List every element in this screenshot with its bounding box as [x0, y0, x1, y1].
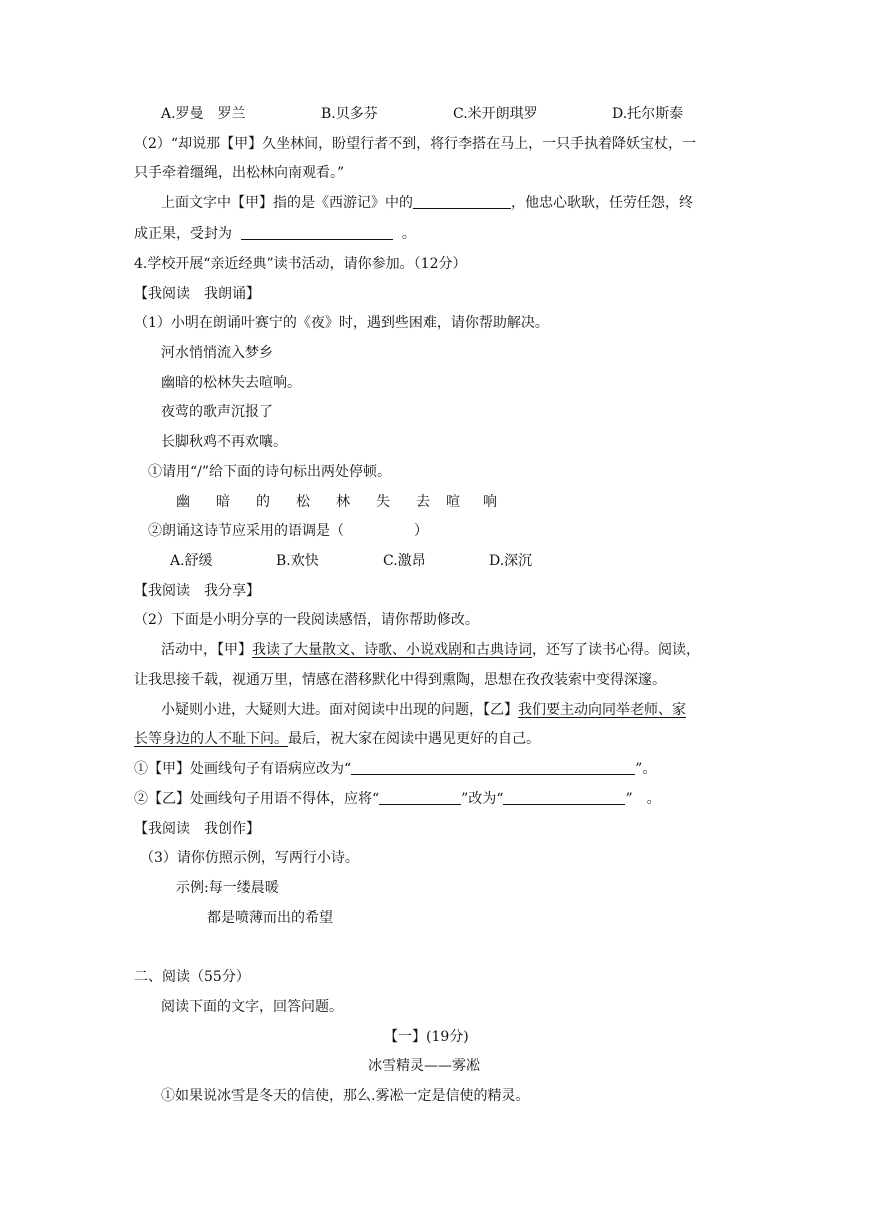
tone-option-d: D.深沉 — [489, 553, 533, 569]
pause-char-6: 失 — [376, 494, 390, 510]
option-b: B.贝多芬 — [321, 106, 378, 122]
q4-3-prompt: （3）请你仿照示例，写两行小诗。 — [140, 850, 359, 866]
answer-blank-yi-from[interactable] — [379, 790, 461, 805]
q3-2-line4-a: 成正果，受封为 — [134, 226, 232, 242]
article-title: 冰雪精灵——雾凇 — [368, 1058, 480, 1074]
q4-1-prompt: （1）小明在朗诵叶赛宁的《夜》时，遇到些困难，请你帮助解决。 — [134, 315, 549, 331]
q-yi-tail: ” 。 — [625, 791, 661, 807]
pause-char-8: 喧 — [446, 494, 460, 510]
q-yi-line — [134, 789, 661, 809]
pause-char-2: 暗 — [216, 494, 230, 510]
tone-option-b: B.欢快 — [276, 553, 319, 569]
example-line-1: 示例:每一缕晨暖 — [176, 880, 279, 896]
q-yi-mid: ”改为“ — [461, 791, 504, 807]
option-c: C.米开朗琪罗 — [453, 106, 538, 122]
para1-tail: ，还写了读书心得。阅读， — [532, 642, 700, 658]
q4-title: 4.学校开展“亲近经典”读书活动，请你参加。（12分） — [134, 256, 467, 272]
section-read-recite: 【我阅读 我朗诵】 — [134, 286, 260, 302]
pause-char-7: 去 — [416, 494, 430, 510]
example-line-2: 都是喷薄而出的希望 — [207, 910, 333, 926]
share-para1-line1 — [161, 640, 700, 660]
poem-line-1: 河水悄悄流入梦乡 — [161, 345, 273, 361]
q-jia-line — [134, 759, 656, 779]
option-d: D.托尔斯泰 — [612, 106, 684, 122]
answer-blank-jia[interactable] — [351, 760, 635, 775]
section-read-create: 【我阅读 我创作】 — [134, 821, 260, 837]
q3-2-line4-b: 。 — [401, 226, 416, 242]
q-jia-lead: ①【甲】处画线句子有语病应改为“ — [134, 761, 352, 777]
para1-lead: 活动中，【甲】 — [161, 642, 252, 658]
share-para2-line1 — [161, 700, 686, 720]
para2-lead: 小疑则小进，大疑则大进。面对阅读中出现的问题，【乙】 — [161, 702, 518, 718]
q3-2-line4 — [134, 224, 416, 244]
q3-2-line3-b: ，他忠心耿耿，任劳任怨，终 — [511, 195, 693, 211]
poem-line-2: 幽暗的松林失去喧响。 — [161, 375, 301, 391]
q3-2-line1: （2）“却说那【甲】久坐林间，盼望行者不到，将行李搭在马上，一只手执着降妖宝杖，一 — [134, 136, 697, 152]
answer-blank-yi-to[interactable] — [503, 790, 625, 805]
q4-1-task2: ②朗诵这诗节应采用的语调是（ ） — [148, 523, 428, 539]
tone-option-c: C.激昂 — [383, 553, 426, 569]
section-read-share: 【我阅读 我分享】 — [134, 583, 260, 599]
poem-line-4: 长脚秋鸡不再欢嚷。 — [161, 434, 287, 450]
share-para1-line2: 让我思接千载，视通万里，情感在潜移默化中得到熏陶，思想在孜孜装索中变得深邃。 — [134, 672, 666, 688]
tone-option-a: A.舒缓 — [170, 553, 213, 569]
poem-line-3: 夜莺的歌声沉报了 — [161, 404, 273, 420]
q3-2-line3-a: 上面文字中【甲】指的是《西游记》中的 — [161, 195, 413, 211]
part2-heading: 二、阅读（55分） — [134, 969, 250, 985]
q-yi-lead: ②【乙】处画线句子用语不得体，应将“ — [134, 791, 380, 807]
article-para1: ①如果说冰雪是冬天的信使，那么.雾凇一定是信使的精灵。 — [161, 1088, 530, 1104]
underlined-sentence-yi-1: 我们要主动向同举老师、家 — [518, 702, 686, 718]
part2-sub-heading: 【一】(19分) — [384, 1029, 469, 1045]
answer-blank-character[interactable] — [413, 194, 511, 209]
q4-2-prompt: （2）下面是小明分享的一段阅读感悟，请你帮助修改。 — [134, 612, 479, 628]
underlined-sentence-yi-2: 长等身边的人不耻下问。 — [134, 731, 288, 747]
underlined-sentence-jia: 我读了大量散文、诗歌、小说戏剧和古典诗词 — [252, 642, 532, 658]
q-jia-tail: ”。 — [635, 761, 657, 777]
q3-2-line2: 只手牵着缰绳，出松林向南观看。” — [134, 165, 345, 181]
q4-1-task1: ①请用“/”给下面的诗句标出两处停顿。 — [148, 464, 392, 480]
part2-instruction: 阅读下面的文字，回答问题。 — [161, 999, 343, 1015]
pause-char-9: 响 — [483, 494, 497, 510]
pause-char-1: 幽 — [176, 494, 190, 510]
pause-char-4: 松 — [296, 494, 310, 510]
option-a: A.罗曼 罗兰 — [161, 106, 246, 122]
para2-tail: 最后，祝大家在阅读中遇见更好的自己。 — [288, 731, 540, 747]
pause-char-5: 林 — [336, 494, 350, 510]
q3-2-line3 — [161, 193, 693, 213]
share-para2-line2 — [134, 729, 540, 749]
pause-char-3: 的 — [256, 494, 270, 510]
answer-blank-title[interactable] — [241, 225, 393, 240]
